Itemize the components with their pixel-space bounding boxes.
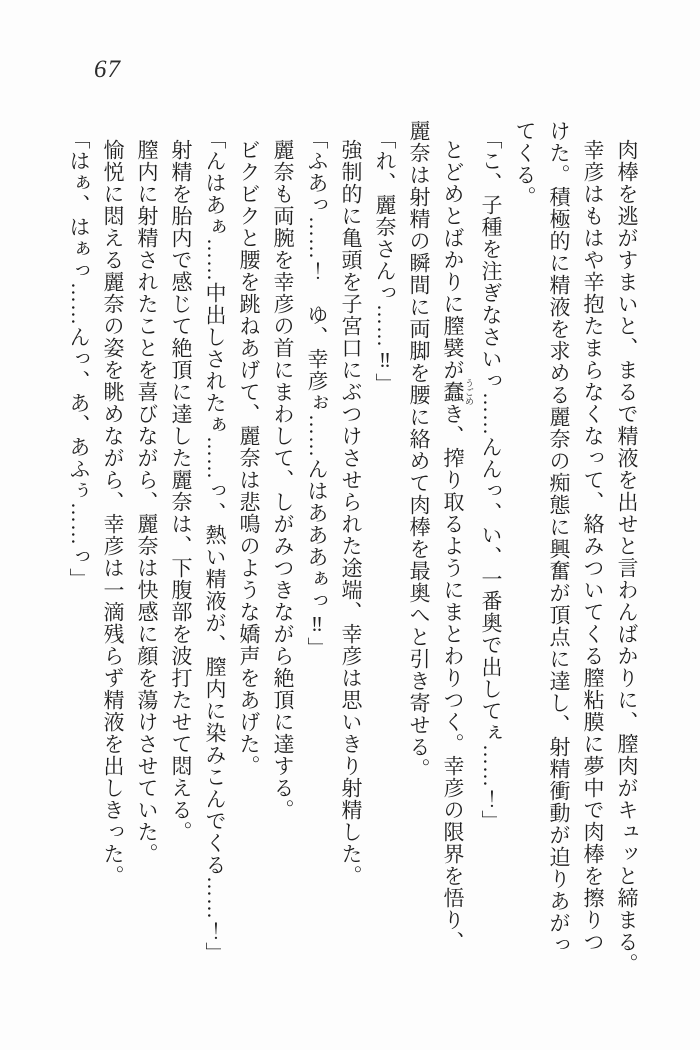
text-line: てくる。 bbox=[513, 120, 537, 208]
text-line: 「んはあぁ……中出しされたぁ……っ、熱い精液が、膣内に染みこんでくる……！」 bbox=[203, 128, 227, 964]
text-line: 強制的に亀頭を子宮口にぶつけさせられた途端、幸彦は思いきり射精した。 bbox=[339, 139, 363, 887]
text-line: 「はぁ、はぁっ……んっ、あ、あふぅ……っ」 bbox=[67, 128, 91, 590]
page-number: 67 bbox=[94, 56, 121, 83]
text-line: 愉悦に悶える麗奈の姿を眺めながら、幸彦は一滴残らず精液を出しきった。 bbox=[101, 139, 125, 887]
text-line: ビクビクと腰を跳ねあげて、麗奈は悲鳴のような嬌声をあげた。 bbox=[237, 139, 261, 777]
text-line: 幸彦はもはや辛抱たまらなくなって、絡みついてくる膣粘膜に夢中で肉棒を擦りつ bbox=[581, 139, 605, 953]
text-line: 肉棒を逃がすまいと、まるで精液を出せと言わんばかりに、膣肉がキュッと締まる。 bbox=[615, 139, 639, 975]
text-line: とどめとばかりに膣襞が蠢 うごめき、搾り取るようにまとわりつく。幸彦の限界を悟り、 bbox=[441, 139, 474, 953]
text-line: 「れ、麗奈さんっ……‼」 bbox=[373, 128, 397, 395]
ruby-annotated-text: 蠢 うごめ bbox=[441, 378, 474, 406]
text-line: 膣内に射精されたことを喜びながら、麗奈は快感に顔を蕩けさせていた。 bbox=[135, 139, 159, 865]
text-line: 「ふあっ……！ ゆ、幸彦ぉ……んはあああぁっ‼」 bbox=[305, 128, 329, 659]
body-text bbox=[64, 120, 644, 986]
text-line: 麗奈も両腕を幸彦の首にまわして、しがみつきながら絶頂に達する。 bbox=[271, 139, 295, 821]
text-line: 射精を胎内で感じて絶頂に達した麗奈は、下腹部を波打たせて悶える。 bbox=[169, 139, 193, 843]
text-line: 「こ、子種を注ぎなさいっ……んんっ、い、一番奥で出してぇ……！」 bbox=[479, 128, 503, 832]
text-line: けた。積極的に精液を求める麗奈の痴態に興奮が頂点に達し、射精衝動が迫りあがっ bbox=[547, 120, 571, 956]
text-line: 麗奈は射精の瞬間に両脚を腰に絡めて肉棒を最奥へと引き寄せる。 bbox=[407, 120, 431, 780]
